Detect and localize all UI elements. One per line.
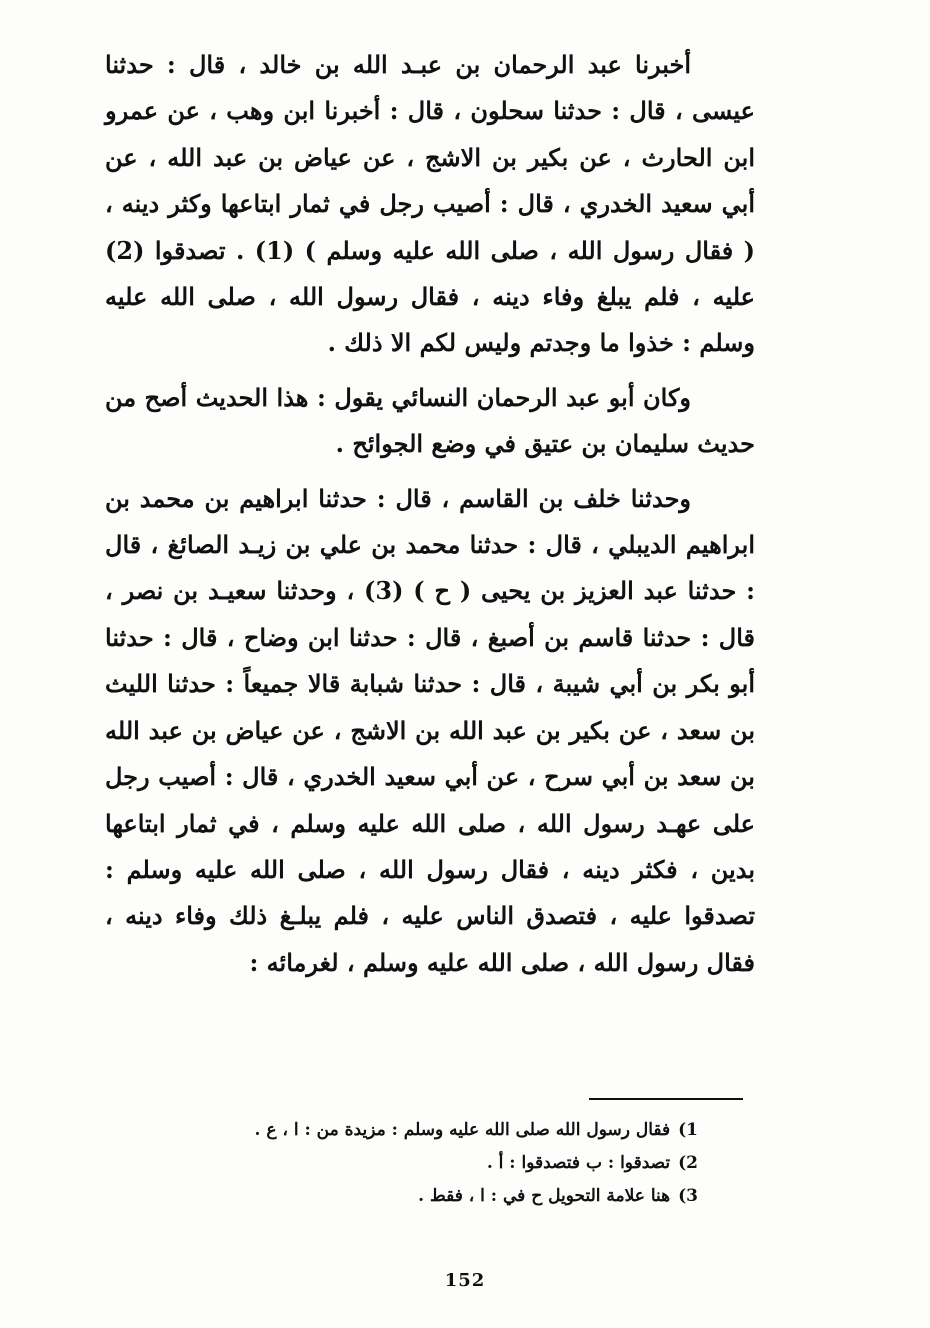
footnote-item [138,1114,698,1147]
footnote-number: 3) [678,1186,698,1206]
footnote-text: هنا علامة التحويل ح في : ا ، فقط . [418,1186,671,1206]
footnote-text: تصدقوا : ب فتصدقوا : أ . [486,1153,671,1173]
footnote-number: 1) [678,1120,698,1140]
main-text [105,42,755,986]
footnote-item [138,1180,698,1213]
paragraph: أخبرنا عبد الرحمان بن عبـد الله بن خالد ، قال : حدثنا عيسى ، قال : حدثنا سحلون ، قال : أخبرنا ابن وهب ، عن عمرو ابن الحارث ، عن بكير بن الاشج ، عن عياض بن عبد الله ، عن أبي سعيد الخدري ، قال : أصيب رجل في ثمار ابتاعها وكثر دينه ، ( فقال رسول الله ، صلى الله عليه وسلم ) (1) . تصدقوا (2) عليه ، فلم يبلغ وفاء دينه ، فقال رسول الله ، صلى الله عليه وسلم : خذوا ما وجدتم وليس لكم الا ذلك . [105,50,755,358]
footnote-item [138,1147,698,1180]
footnote-text: فقال رسول الله صلى الله عليه وسلم : مزيدة من : ا ، ع . [254,1120,671,1140]
footnote-separator [589,1098,743,1100]
page-number: 152 [444,1270,486,1291]
footnotes [138,1114,698,1213]
paragraph: وحدثنا خلف بن القاسم ، قال : حدثنا ابراهيم بن محمد بن ابراهيم الديبلي ، قال : حدثنا محمد بن علي بن زيـد الصائغ ، قال : حدثنا عبد العزيز بن يحيى ( ح ) (3) ، وحدثنا سعيـد بن نصر ، قال : حدثنا قاسم بن أصبغ ، قال : حدثنا ابن وضاح ، قال : حدثنا أبو بكر بن أبي شيبة ، قال : حدثنا شبابة قالا جميعاً : حدثنا الليث بن سعد ، عن بكير بن عبد الله بن الاشج ، عن عياض بن عبد الله بن سعد بن أبي سرح ، عن أبي سعيد الخدري ، قال : أصيب رجل على عهـد رسول الله ، صلى الله عليه وسلم ، في ثمار ابتاعها بدين ، فكثر دينه ، فقال رسول الله ، صلى الله عليه وسلم : تصدقوا عليه ، فتصدق الناس عليه ، فلم يبلـغ ذلك وفاء دينه ، فقال رسول الله ، صلى الله عليه وسلم ، لغرمائه : [105,483,756,977]
footnote-number: 2) [678,1153,698,1173]
paragraph: وكان أبو عبد الرحمان النسائي يقول : هذا الحديث أصح من حديث سليمان بن عتيق في وضع الجوائح . [105,382,755,459]
